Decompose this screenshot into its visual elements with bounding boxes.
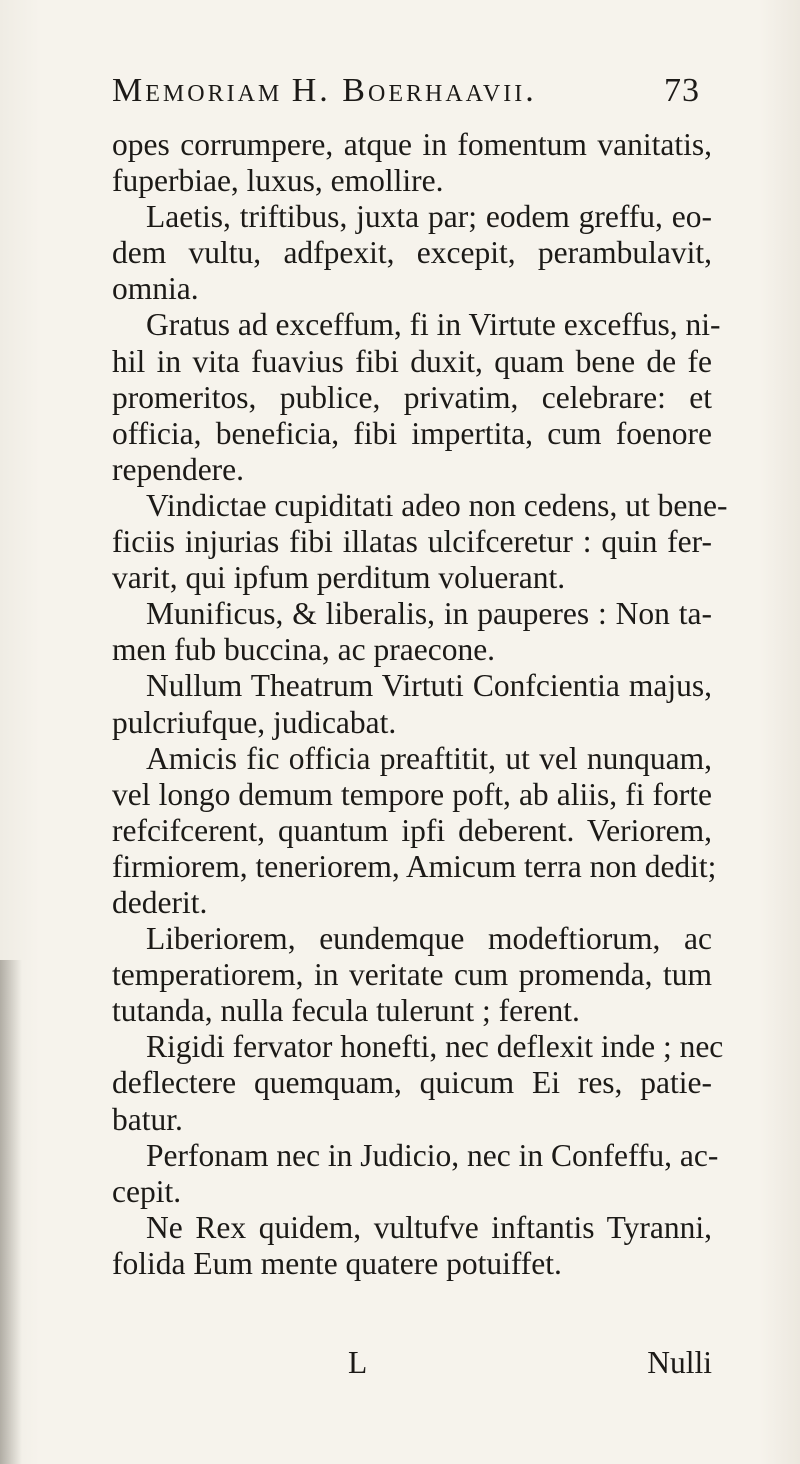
text-line: pulcriufque, judicabat. [112,704,397,740]
text-line: hil in vita fuavius fibi duxit, quam bene de fe [112,343,712,379]
text-line: refcifcerent, quantum ipfi deberent. Veriorem, [112,812,712,848]
text-line: deflectere quemquam, quicum Ei res, patie- [112,1065,712,1101]
text-line: Ne Rex quidem, vultufve inftantis Tyranni, [146,1209,712,1245]
text-line: tutanda, nulla fecula tulerunt ; ferent. [112,993,580,1029]
text-line: Perfonam nec in Judicio, nec in Confeffu, ac- [146,1137,719,1173]
text-line: Laetis, triftibus, juxta par; eodem greffu, eo- [146,199,712,235]
text-line: folida Eum mente quatere potuiffet. [112,1245,562,1281]
text-line: dederit. [112,884,208,920]
catchword: Nulli [647,1345,712,1380]
text-line: rependere. [112,451,245,487]
text-line: Liberiorem, eundemque modeftiorum, ac [146,921,712,957]
running-head-second: H. Boerhaavii. [291,72,537,109]
text-line: temperatiorem, in veritate cum promenda, tum [112,957,712,993]
page-footer [112,1345,712,1385]
gutter-shadow [0,960,22,1464]
text-line: Amicis fic officia preaftitit, ut vel nunquam, [146,740,712,776]
text-line: Gratus ad exceffum, fi in Virtute exceffus, ni- [146,307,721,343]
text-line: varit, qui ipfum perditum voluerant. [112,560,566,596]
text-line: fuperbiae, luxus, emollire. [112,163,444,199]
text-line: opes corrumpere, atque in fomentum vanitatis, [112,127,712,162]
text-line: cepit. [112,1173,182,1209]
text-line: promeritos, publice, privatim, celebrare: et [112,379,712,415]
text-line: firmiorem, teneriorem, Amicum terra non dedit; [112,848,717,884]
signature-mark: L [348,1345,368,1380]
text-line: vel longo demum tempore poft, ab aliis, fi forte [112,776,712,812]
text-line: officia, beneficia, fibi impertita, cum foenore [112,415,712,451]
text-line: batur. [112,1101,183,1137]
text-line: omnia. [112,271,199,307]
text-line: Rigidi fervator honefti, nec deflexit inde ; nec [146,1029,724,1065]
text-line: Vindictae cupiditati adeo non cedens, ut bene- [146,487,728,523]
text-line: men fub buccina, ac praecone. [112,632,496,668]
text-line: Nullum Theatrum Virtuti Confcientia majus, [146,668,712,704]
page-number: 73 [664,72,700,109]
body-text [112,127,728,1282]
running-head-first: Memoriam [112,72,283,109]
running-header [112,72,712,122]
text-line: ficiis injurias fibi illatas ulcifceretur : quin fer- [112,524,712,560]
text-line: Munificus, & liberalis, in pauperes : Non ta- [146,596,712,632]
text-line: dem vultu, adfpexit, excepit, perambulavit, [112,235,712,271]
